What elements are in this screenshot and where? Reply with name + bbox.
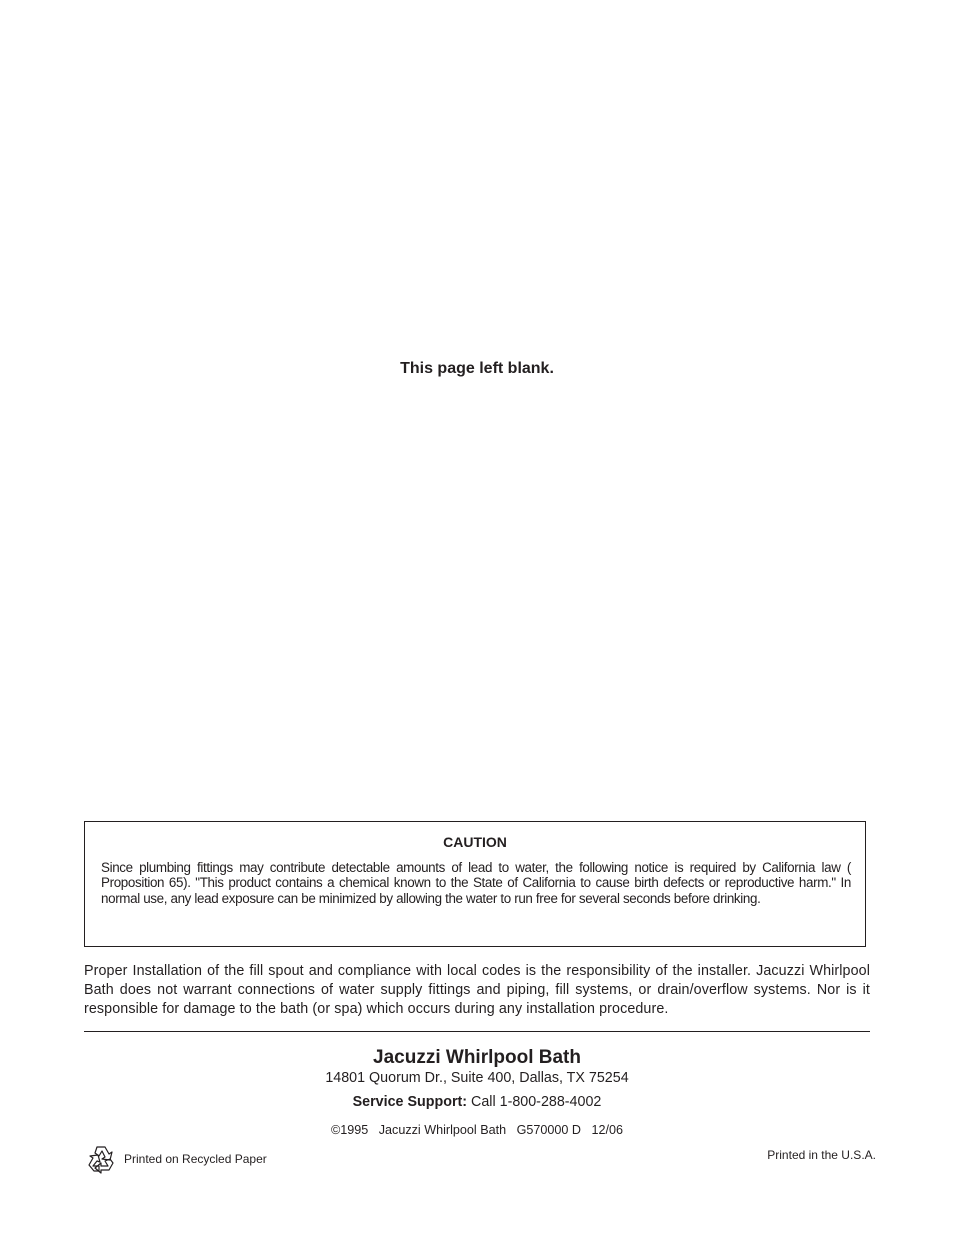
service-support [0,1094,954,1110]
caution-text: Since plumbing fittings may contribute detectable amounts of lead to water, the following notice is required by California law ( Proposition 65). "This product contains a chemical known to the State of California to cause birth defects or reproductive harm." In normal use, any lead exposure can be minimized by allowing the water to run free for several seconds before drinking. [101,860,851,906]
printed-in-usa: Printed in the U.S.A. [767,1148,876,1162]
installation-disclaimer: Proper Installation of the fill spout and compliance with local codes is the responsibility of the installer. Jacuzzi Whirlpool Bath does not warrant connections of water supply fittings and piping, fill systems, or drain/overflow systems. Nor is it responsible for damage to the bath (or spa) which occurs during any installation procedure. [84,963,870,1017]
recycle-icon [84,1143,118,1177]
service-support-label: Service Support: [352,1094,468,1110]
company-address: 14801 Quorum Dr., Suite 400, Dallas, TX 75254 [325,1070,629,1086]
service-support-phone: Call 1-800-288-4002 [471,1094,602,1110]
company-name: Jacuzzi Whirlpool Bath [373,1047,581,1068]
recycled-paper-note: Printed on Recycled Paper [124,1152,267,1166]
footer-divider [84,1031,870,1032]
blank-page-note: This page left blank. [400,360,554,377]
caution-title: CAUTION [443,834,507,850]
copyright-line: ©1995 Jacuzzi Whirlpool Bath G570000 D 12/06 [330,1123,624,1137]
caution-box [84,821,866,947]
